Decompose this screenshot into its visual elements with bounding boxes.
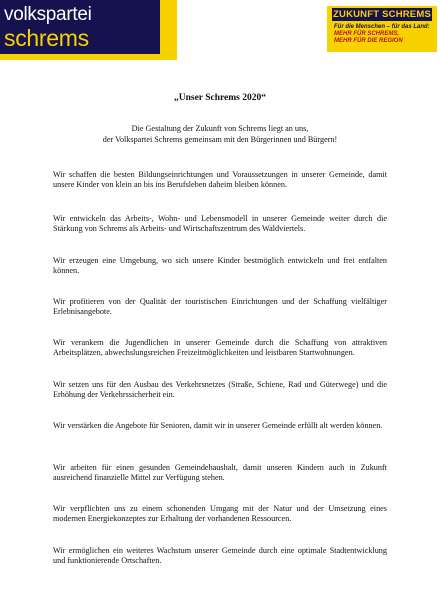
paragraph: Wir verpflichten uns zu einem schonenden Umgang mit der Natur und der Umsetzung eines modernen Energiekonzeptes zur Erhaltung der vorhandenen Ressourcen. [53, 504, 387, 524]
paragraph: Wir profitieren von der Qualität der touristischen Einrichtungen und der Schaffung vielfältiger Erlebnisangebote. [53, 297, 387, 317]
campaign-tagline: Für die Menschen – für das Land: [334, 24, 430, 30]
paragraph: Wir ermöglichen ein weiteres Wachstum unserer Gemeinde durch eine optimale Stadtentwicklung und funktionierende Ortschaften. [53, 546, 387, 566]
intro-text [60, 124, 380, 145]
zukunft-schrems-logo [327, 6, 437, 52]
campaign-tagline-2: MEHR FÜR SCHREMS, [334, 31, 400, 37]
paragraph: Wir arbeiten für einen gesunden Gemeindehaushalt, damit unseren Kindern auch in Zukunft ausreichend finanzielle Mittel zur Verfügung stehen. [53, 463, 387, 483]
letterhead [0, 0, 440, 62]
paragraph: Wir erzeugen eine Umgebung, wo sich unsere Kinder bestmöglich entwickeln und frei entfalten können. [53, 256, 387, 276]
paragraph: Wir entwickeln das Arbeits-, Wohn- und Lebensmodell in unserer Gemeinde weiter durch die Stärkung von Schrems als Arbeits- und Wirtschaftszentrum des Waldviertels. [53, 214, 387, 234]
document-title: „Unser Schrems 2020“ [173, 93, 266, 103]
logo-box [0, 0, 160, 54]
intro-line: der Volkspartei Schrems gemeinsam mit den Bürgerinnen und Bürgern! [102, 134, 338, 144]
intro-line: Die Gestaltung der Zukunft von Schrems liegt an uns, [131, 124, 309, 133]
paragraph: Wir setzen uns für den Ausbau des Verkehrsnetzes (Straße, Schiene, Rad und Güterwege) und die Erhöhung der Verkehrssicherheit ein. [53, 380, 387, 400]
paragraph: Wir verstärken die Angebote für Senioren, damit wir in unserer Gemeinde erfüllt alt werden können. [53, 421, 383, 430]
logo-town-name: schrems [4, 25, 89, 51]
volkspartei-logo [0, 0, 177, 60]
campaign-tagline-3: MEHR FÜR DIE REGION [334, 38, 403, 44]
paragraph: Wir schaffen die besten Bildungseinrichtungen und Voraussetzungen in unserer Gemeinde, damit unsere Kinder von klein an bis ins Berufsleben daheim bleiben können. [53, 170, 387, 190]
campaign-title: ZUKUNFT SCHREMS [333, 9, 431, 20]
paragraph: Wir verankern die Jugendlichen in unserer Gemeinde durch die Schaffung von attraktiven Arbeitsplätzen, abwechslungsreichen Freizeitmöglichkeiten und leistbaren Startwohnungen. [53, 338, 387, 358]
logo-party-name: volkspartei [4, 4, 92, 25]
